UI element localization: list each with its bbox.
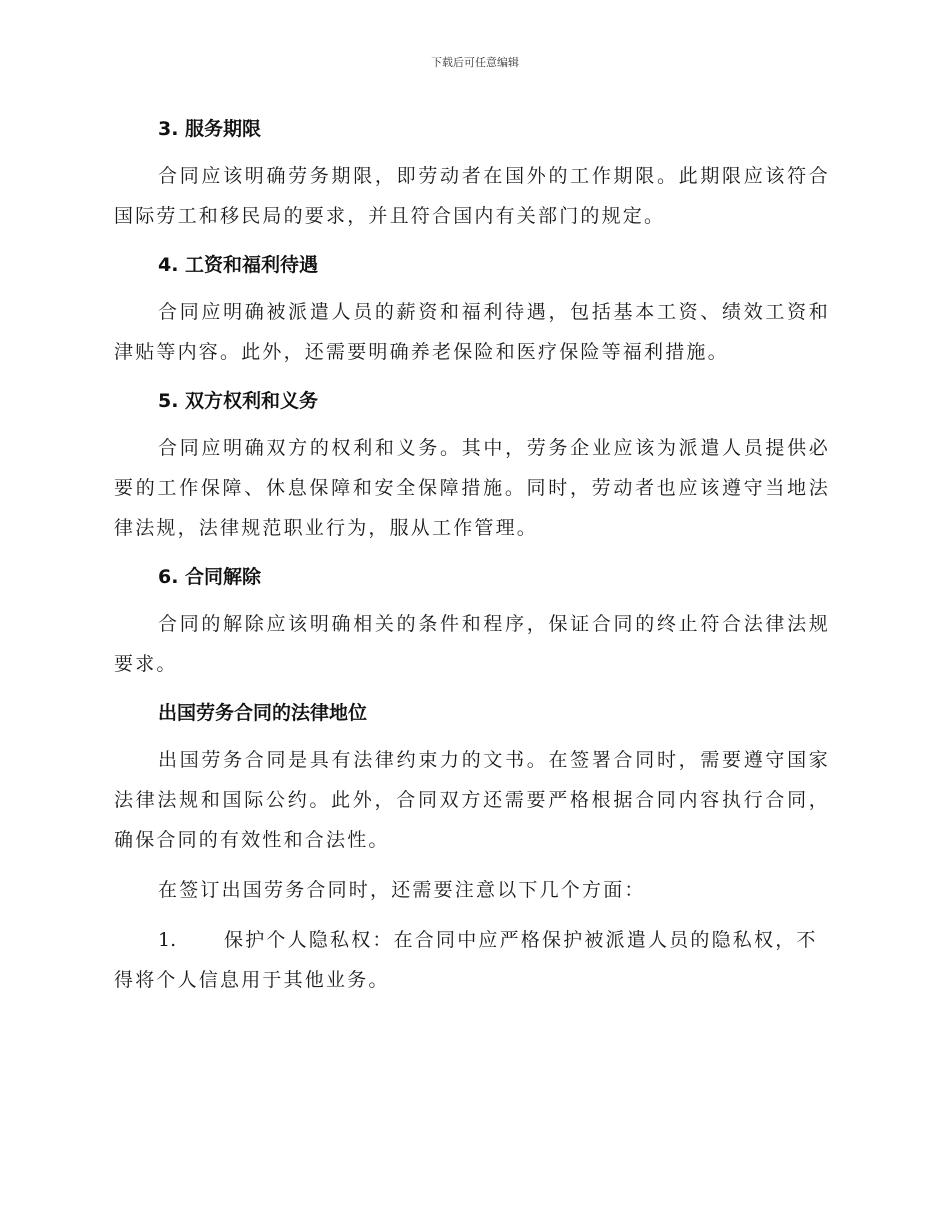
paragraph: 合同应明确双方的权利和义务。其中，劳务企业应该为派遣人员提供必要的工作保障、休息保障和安全保障措施。同时，劳动者也应该遵守当地法律法规，法律规范职业行为，服从工作管理。 — [114, 437, 830, 539]
paragraph: 在签订出国劳务合同时，还需要注意以下几个方面： — [158, 879, 646, 901]
section-heading-service-term: 3. 服务期限 — [158, 118, 262, 140]
header-note: 下载后可任意编辑 — [431, 56, 519, 69]
list-item-number: 1. — [158, 929, 177, 951]
paragraph: 出国劳务合同是具有法律约束力的文书。在签署合同时，需要遵守国家法律法规和国际公约。此外，合同双方还需要严格根据合同内容执行合同，确保合同的有效性和合法性。 — [114, 749, 830, 851]
section-heading-salary-benefits: 4. 工资和福利待遇 — [158, 254, 319, 276]
paragraph: 合同应明确被派遣人员的薪资和福利待遇，包括基本工资、绩效工资和津贴等内容。此外，还需要明确养老保险和医疗保险等福利措施。 — [114, 301, 830, 363]
paragraph: 合同的解除应该明确相关的条件和程序，保证合同的终止符合法律法规要求。 — [114, 613, 830, 675]
section-heading-legal-status: 出国劳务合同的法律地位 — [158, 702, 368, 724]
paragraph: 合同应该明确劳务期限，即劳动者在国外的工作期限。此期限应该符合国际劳工和移民局的要求，并且符合国内有关部门的规定。 — [114, 165, 830, 227]
section-heading-rights-obligations: 5. 双方权利和义务 — [158, 390, 319, 412]
document-body — [114, 110, 830, 1000]
section-heading-termination: 6. 合同解除 — [158, 566, 262, 588]
list-item-text: 保护个人隐私权：在合同中应严格保护被派遣人员的隐私权，不得将个人信息用于其他业务。 — [114, 929, 818, 991]
list-item — [114, 920, 830, 1000]
